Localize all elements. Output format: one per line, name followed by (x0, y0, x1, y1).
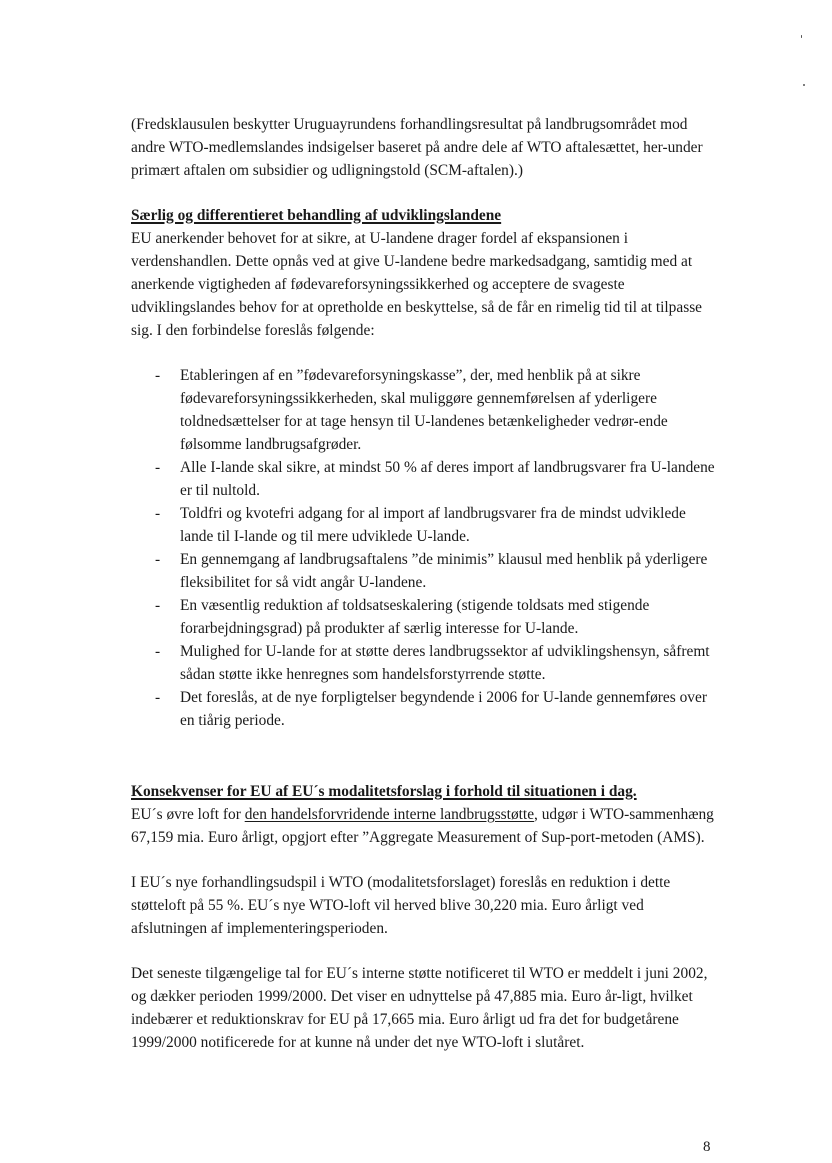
list-item (131, 502, 721, 548)
underlined-term: den handelsforvridende interne landbrugsstøtte (244, 806, 535, 823)
list-item (131, 640, 721, 686)
list-item-text: Mulighed for U-lande for at støtte deres landbrugssektor af udviklingshensyn, såfremt sådan støtte ikke henregnes som handelsforstyrrende støtte. (180, 643, 710, 683)
list-item (131, 686, 721, 732)
list-item (131, 364, 721, 456)
bullet-dash: - (155, 689, 161, 706)
scan-speck (803, 84, 805, 86)
support-ceiling-paragraph (131, 803, 721, 849)
proposal-list (131, 364, 721, 732)
intro-paragraph: (Fredsklausulen beskytter Uruguayrundens forhandlingsresultat på landbrugsområdet mod andre WTO-medlemslandes indsigelser baseret på andre dele af WTO aftalesættet, her-under primært aftalen om subsidier og udligningstold (SCM-aftalen).) (131, 116, 703, 179)
bullet-dash: - (155, 597, 161, 614)
document-page (131, 113, 721, 1054)
notification-paragraph: Det seneste tilgængelige tal for EU´s interne støtte notificeret til WTO er meddelt i juni 2002, og dækker perioden 1999/2000. Det viser en udnyttelse på 47,885 mia. Euro år-ligt, hvilket indebærer et reduktionskrav for EU på 17,665 mia. Euro årligt ud fra det for budgetårene 1999/2000 notificerede for at kunne nå under det nye WTO-loft i slutåret. (131, 965, 708, 1051)
list-item (131, 594, 721, 640)
bullet-dash: - (155, 367, 161, 384)
section-heading-consequences: Konsekvenser for EU af EU´s modalitetsforslag i forhold til situationen i dag. (131, 783, 637, 800)
list-item (131, 548, 721, 594)
bullet-dash: - (155, 505, 161, 522)
paragraph-text: EU´s øvre loft for (131, 806, 245, 823)
list-item-text: Toldfri og kvotefri adgang for al import af landbrugsvarer fra de mindst udviklede lande til I-lande og til mere udviklede U-lande. (180, 505, 686, 545)
section-paragraph: EU anerkender behovet for at sikre, at U-landene drager fordel af ekspansionen i verdenshandlen. Dette opnås ved at give U-landene bedre markedsadgang, samtidig med at anerkende vigtigheden af fødevareforsyningssikkerhed og acceptere de svageste udviklingslandes behov for at opretholde en beskyttelse, så de får en rimelig tid til at tilpasse sig. I den forbindelse foreslås følgende: (131, 230, 703, 339)
section-heading-special-treatment: Særlig og differentieret behandling af udviklingslandene (131, 207, 502, 224)
page-number: 8 (703, 1139, 711, 1155)
bullet-dash: - (155, 643, 161, 660)
list-item-text: Det foreslås, at de nye forpligtelser begyndende i 2006 for U-lande gennemføres over en tiårig periode. (180, 689, 707, 729)
paragraph-text: , udgør i WTO-sammenhæng 67,159 mia. Euro årligt, opgjort efter ”Aggregate Measurement of Sup-port-metoden (AMS). (131, 806, 714, 846)
list-item-text: Alle I-lande skal sikre, at mindst 50 % af deres import af landbrugsvarer fra U-landene er til nultold. (180, 459, 715, 499)
list-item-text: En gennemgang af landbrugsaftalens ”de minimis” klausul med henblik på yderligere fleksibilitet for så vidt angår U-landene. (180, 551, 708, 591)
scan-speck (801, 35, 802, 38)
list-item-text: Etableringen af en ”fødevareforsyningskasse”, der, med henblik på at sikre fødevareforsyningssikkerheden, skal muliggøre gennemførelsen af yderligere toldnedsættelser for at tage hensyn til U-landenes betænkeligheder vedrør-ende følsomme landbrugsafgrøder. (180, 367, 668, 453)
list-item-text: En væsentlig reduktion af toldsatseskalering (stigende toldsats med stigende forarbejdningsgrad) på produkter af særlig interesse for U-lande. (180, 597, 650, 637)
list-item (131, 456, 721, 502)
bullet-dash: - (155, 551, 161, 568)
bullet-dash: - (155, 459, 161, 476)
reduction-paragraph: I EU´s nye forhandlingsudspil i WTO (modalitetsforslaget) foreslås en reduktion i dette støtteloft på 55 %. EU´s nye WTO-loft vil herved blive 30,220 mia. Euro årligt ved afslutningen af implementeringsperioden. (131, 874, 671, 937)
